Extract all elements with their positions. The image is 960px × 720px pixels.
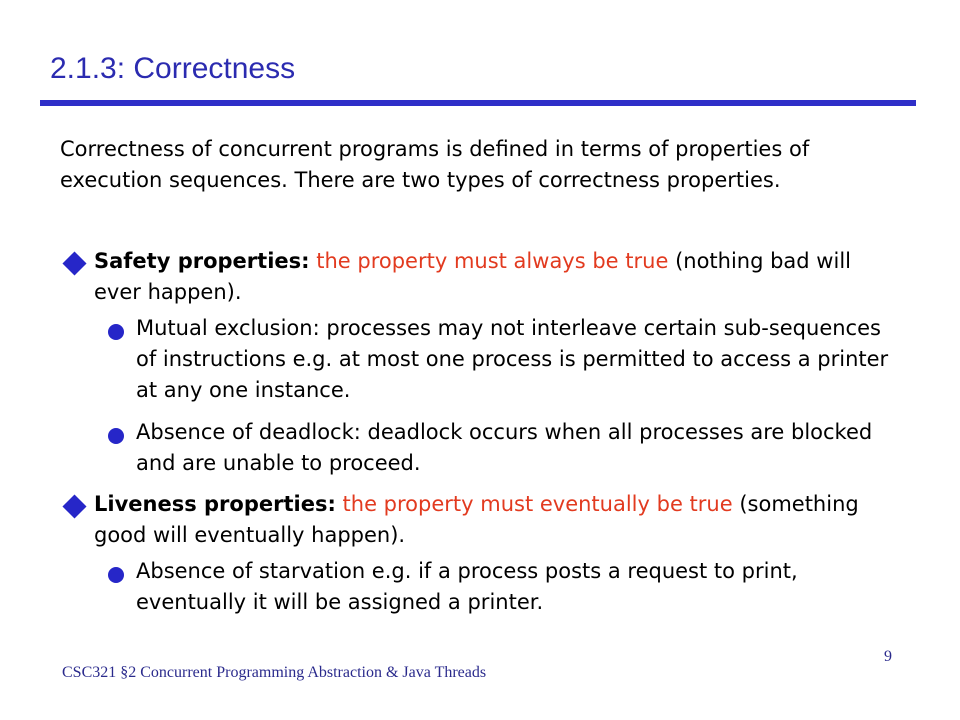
dot-bullet-icon — [108, 567, 124, 583]
dot-bullet-icon — [108, 324, 124, 340]
dot-bullet-icon — [108, 428, 124, 444]
liveness-highlight: the property must eventually be true — [342, 492, 733, 516]
safety-subitem: Mutual exclusion: processes may not interleave certain sub-sequences of instructions e.g. at most one process is permitted to access a printer at any one instance. — [136, 316, 889, 402]
liveness-properties-item — [94, 489, 894, 551]
diamond-bullet-icon — [62, 251, 86, 275]
intro-paragraph: Correctness of concurrent programs is defined in terms of properties of execution sequences. There are two types of correctness properties. — [60, 137, 810, 192]
slide-title: 2.1.3: Correctness — [50, 52, 296, 85]
liveness-lead: Liveness properties: — [94, 492, 336, 516]
safety-lead: Safety properties: — [94, 249, 310, 273]
diamond-bullet-icon — [62, 494, 86, 518]
safety-rest: (nothing bad will ever happen). — [94, 249, 851, 304]
page-number: 9 — [884, 648, 892, 665]
safety-subitem: Absence of deadlock: deadlock occurs when all processes are blocked and are unable to proceed. — [136, 420, 873, 475]
safety-highlight: the property must always be true — [316, 249, 669, 273]
liveness-subitem: Absence of starvation e.g. if a process posts a request to print, eventually it will be assigned a printer. — [136, 559, 798, 614]
liveness-rest: (something good will eventually happen). — [94, 492, 859, 547]
safety-properties-item — [94, 246, 894, 308]
slide-footer: CSC321 §2 Concurrent Programming Abstraction & Java Threads — [62, 664, 487, 681]
